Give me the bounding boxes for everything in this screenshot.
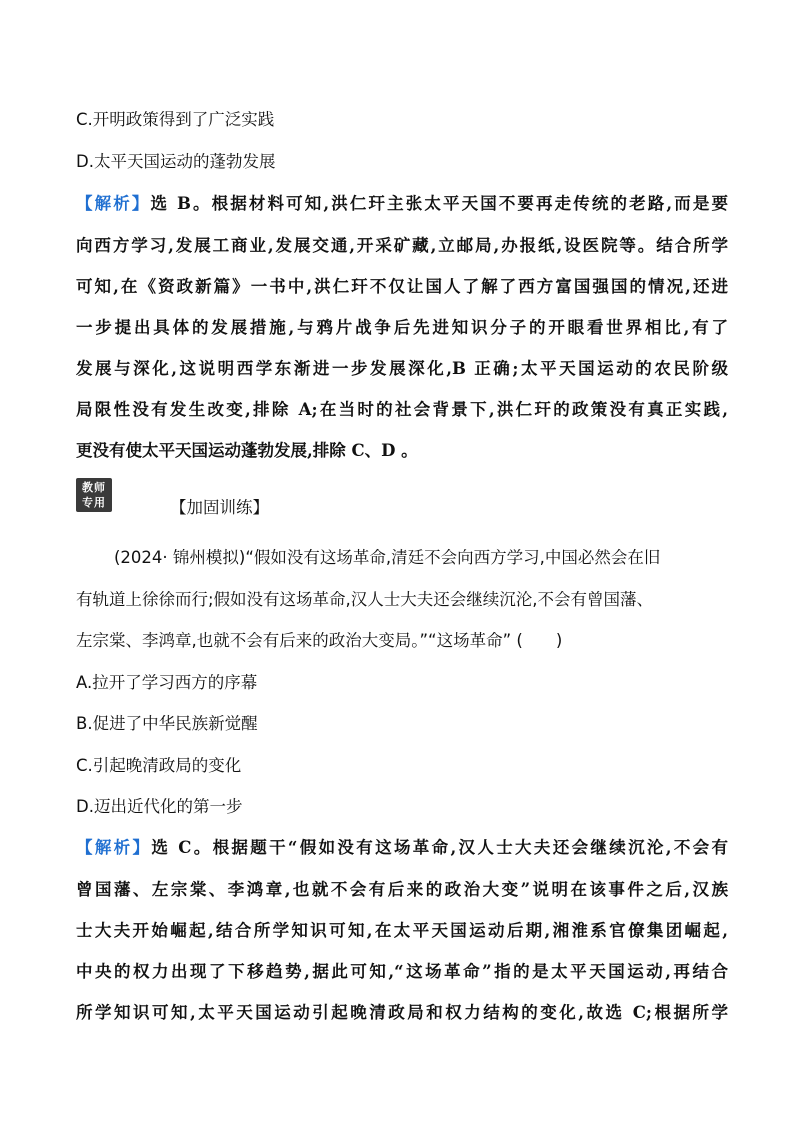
- option-d-previous: D.太平天国运动的蓬勃发展: [76, 152, 276, 171]
- badge-line-2: 专用: [82, 496, 106, 509]
- analysis1-line-1: 【解析】选 B。根据材料可知,洪仁玕主张太平天国不要再走传统的老路,而是要: [76, 194, 728, 213]
- option-c: C.引起晚清政局的变化: [76, 756, 242, 775]
- option-d: D.迈出近代化的第一步: [76, 797, 243, 816]
- analysis1-line-5: 发展与深化,这说明西学东渐进一步发展深化,B 正确;太平天国运动的农民阶级: [76, 359, 728, 378]
- question-line-1: (2024· 锦州模拟)“假如没有这场革命,清廷不会向西方学习,中国必然会在旧: [114, 548, 661, 567]
- analysis2-line-5: 所学知识可知,太平天国运动引起晚清政局和权力结构的变化,故选 C;根据所学: [76, 1003, 728, 1022]
- option-c-previous: C.开明政策得到了广泛实践: [76, 110, 275, 129]
- analysis1-line-3: 可知,在《资政新篇》一书中,洪仁玕不仅让国人了解了西方富国强国的情况,还进: [76, 277, 728, 296]
- section-title: 【加固训练】: [170, 498, 269, 517]
- analysis1-line-2: 向西方学习,发展工商业,发展交通,开采矿藏,立邮局,办报纸,设医院等。结合所学: [76, 236, 728, 255]
- analysis-tag: 【解析】: [76, 194, 151, 213]
- question-line-2: 有轨道上徐徐而行;假如没有这场革命,汉人士大夫还会继续沉沦,不会有曾国藩、: [76, 590, 654, 609]
- teacher-only-badge: [76, 478, 112, 512]
- question-line-3: 左宗棠、李鸿章,也就不会有后来的政治大变局。”“这场革命” ( ): [76, 631, 563, 650]
- option-a: A.拉开了学习西方的序幕: [76, 673, 258, 692]
- analysis-tag: 【解析】: [76, 838, 152, 857]
- analysis2-line-1: 【解析】选 C。根据题干“假如没有这场革命,汉人士大夫还会继续沉沦,不会有: [76, 838, 729, 857]
- analysis1-line-4: 一步提出具体的发展措施,与鸦片战争后先进知识分子的开眼看世界相比,有了: [76, 318, 728, 337]
- analysis1-line-6: 局限性没有发生改变,排除 A;在当时的社会背景下,洪仁玕的政策没有真正实践,: [76, 400, 728, 419]
- analysis2-line-4: 中央的权力出现了下移趋势,据此可知,“这场革命”指的是太平天国运动,再结合: [76, 962, 728, 981]
- option-b: B.促进了中华民族新觉醒: [76, 714, 258, 733]
- analysis2-line-2: 曾国藩、左宗棠、李鸿章,也就不会有后来的政治大变”说明在该事件之后,汉族: [76, 880, 728, 899]
- analysis2-line-3: 士大夫开始崛起,结合所学知识可知,在太平天国运动后期,湘淮系官僚集团崛起,: [76, 921, 728, 940]
- analysis1-line-7: 更没有使太平天国运动蓬勃发展,排除 C、D 。: [76, 441, 418, 460]
- badge-line-1: 教师: [82, 481, 106, 494]
